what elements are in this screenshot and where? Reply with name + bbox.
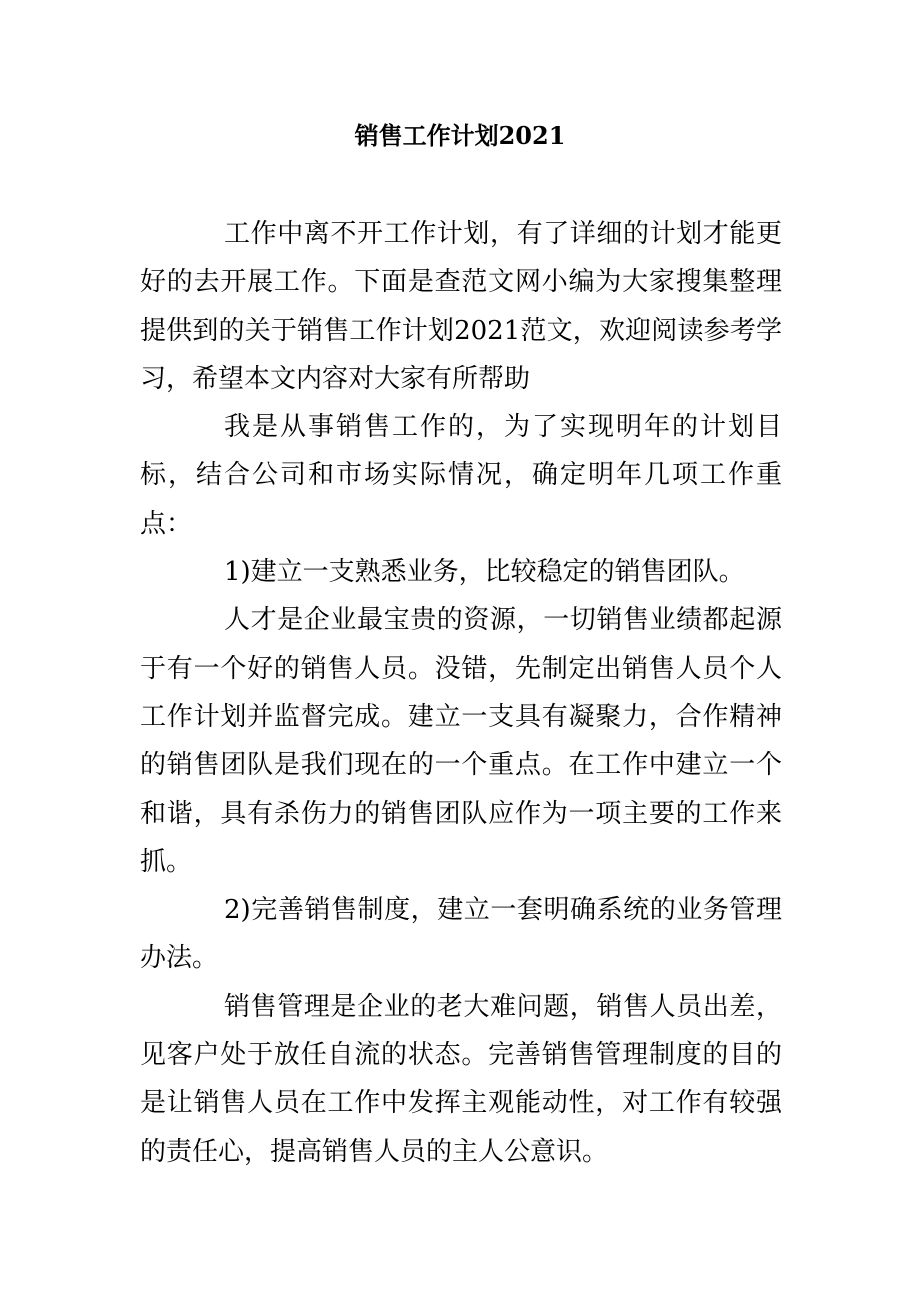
paragraph-talent: 人才是企业最宝贵的资源，一切销售业绩都起源于有一个好的销售人员。没错，先制定出销售人员个人工作计划并监督完成。建立一支具有凝聚力，合作精神的销售团队是我们现在的一个重点。在工作中建立一个和谐，具有杀伤力的销售团队应作为一项主要的工作来抓。 [140,605,782,877]
paragraph-management: 销售管理是企业的老大难问题，销售人员出差，见客户处于放任自流的状态。完善销售管理制度的目的是让销售人员在工作中发挥主观能动性，对工作有较强的责任心，提高销售人员的主人公意识。 [140,991,782,1167]
document-title: 销售工作计划2021 [354,121,566,150]
paragraph-point-2: 2)完善销售制度，建立一套明确系统的业务管理办法。 [140,895,782,974]
document-body [140,210,782,1176]
paragraph-point-1: 1)建立一支熟悉业务，比较稳定的销售团队。 [224,557,745,588]
paragraph-goals: 我是从事销售工作的，为了实现明年的计划目标，结合公司和市场实际情况，确定明年几项工作重点： [140,412,782,539]
paragraph-intro: 工作中离不开工作计划，有了详细的计划才能更好的去开展工作。下面是查范文网小编为大家搜集整理提供到的关于销售工作计划2021范文，欢迎阅读参考学习，希望本文内容对大家有所帮助 [140,219,782,394]
